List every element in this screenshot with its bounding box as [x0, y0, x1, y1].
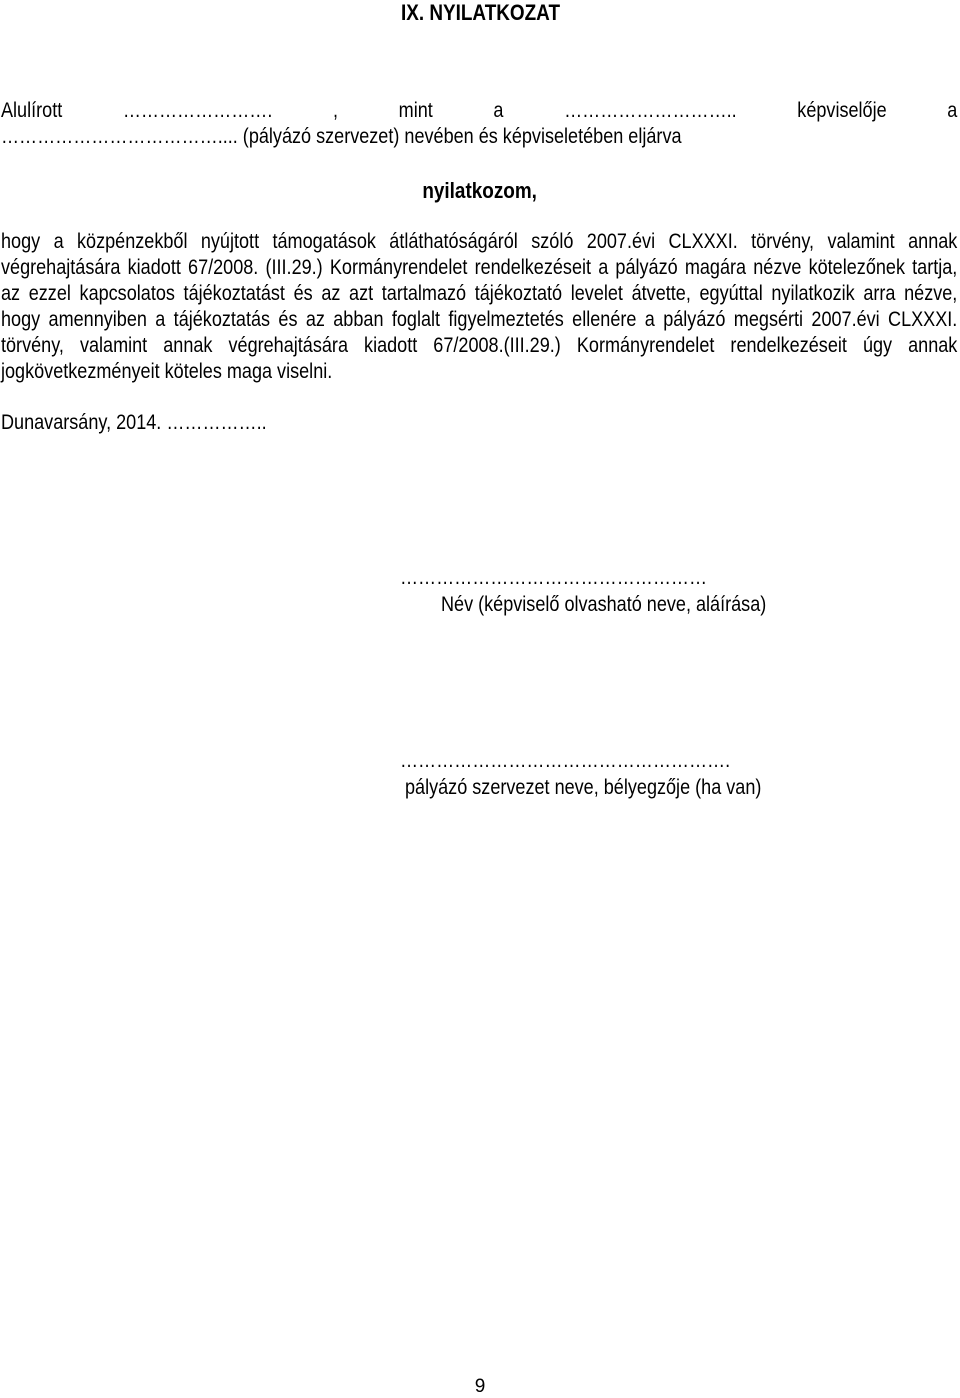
- intro-word-dots-org: ………………………..: [564, 99, 737, 122]
- intro-word-a2: a: [947, 99, 958, 122]
- declaration-label: [0, 178, 960, 204]
- intro-word-mint: mint: [398, 99, 433, 122]
- body-line-2: végrehajtására kiadott 67/2008. (III.29.) Kormányrendelet rendelkezéseit a pályázó magára nézve kötelezőnek tartja,: [1, 256, 958, 279]
- body-line-5: törvény, valamint annak végrehajtására kiadott 67/2008.(III.29.) Kormányrendelet rendelkezéseit úgy annak: [1, 334, 958, 357]
- intro-word-a1: a: [493, 99, 504, 122]
- intro-word-kepviseloje: képviselője: [797, 99, 887, 122]
- intro-line-2: ……………………………….... (pályázó szervezet) nevében és képviseletében eljárva: [1, 125, 682, 148]
- signature-caption-name: Név (képviselő olvasható neve, aláírása): [441, 593, 767, 616]
- document-title: [0, 0, 960, 26]
- intro-word-dots-name: …………………….: [122, 99, 273, 122]
- intro-line-1: [1, 98, 957, 124]
- declaration-label-text: nyilatkozom,: [422, 178, 538, 203]
- body-line-1: hogy a közpénzekből nyújtott támogatások átláthatóságáról szóló 2007.évi CLXXXI. törvény, valamint annak: [1, 230, 958, 253]
- page-number: 9: [474, 1376, 486, 1397]
- intro-word-comma: ,: [333, 99, 339, 122]
- intro-word-alulirott: Alulírott: [1, 99, 63, 122]
- place-date: Dunavarsány, 2014. ……………..: [1, 411, 267, 434]
- signature-caption-org: pályázó szervezet neve, bélyegzője (ha van): [405, 776, 762, 799]
- body-line-3: az ezzel kapcsolatos tájékoztatást és az azt tartalmazó tájékoztató levelet átvette, egyúttal nyilatkozik arra nézve,: [1, 282, 958, 305]
- signature-dots-name: ……………………………………………: [400, 566, 708, 589]
- body-line-4: hogy amennyiben a tájékoztatás és az abban foglalt figyelmeztetés ellenére a pályázó megsérti 2007.évi CLXXXI.: [1, 308, 958, 331]
- body-line-6: jogkövetkezményeit köteles maga viselni.: [1, 360, 333, 383]
- document-title-text: IX. NYILATKOZAT: [400, 0, 560, 25]
- signature-dots-org: ……………………………………………….: [400, 749, 731, 772]
